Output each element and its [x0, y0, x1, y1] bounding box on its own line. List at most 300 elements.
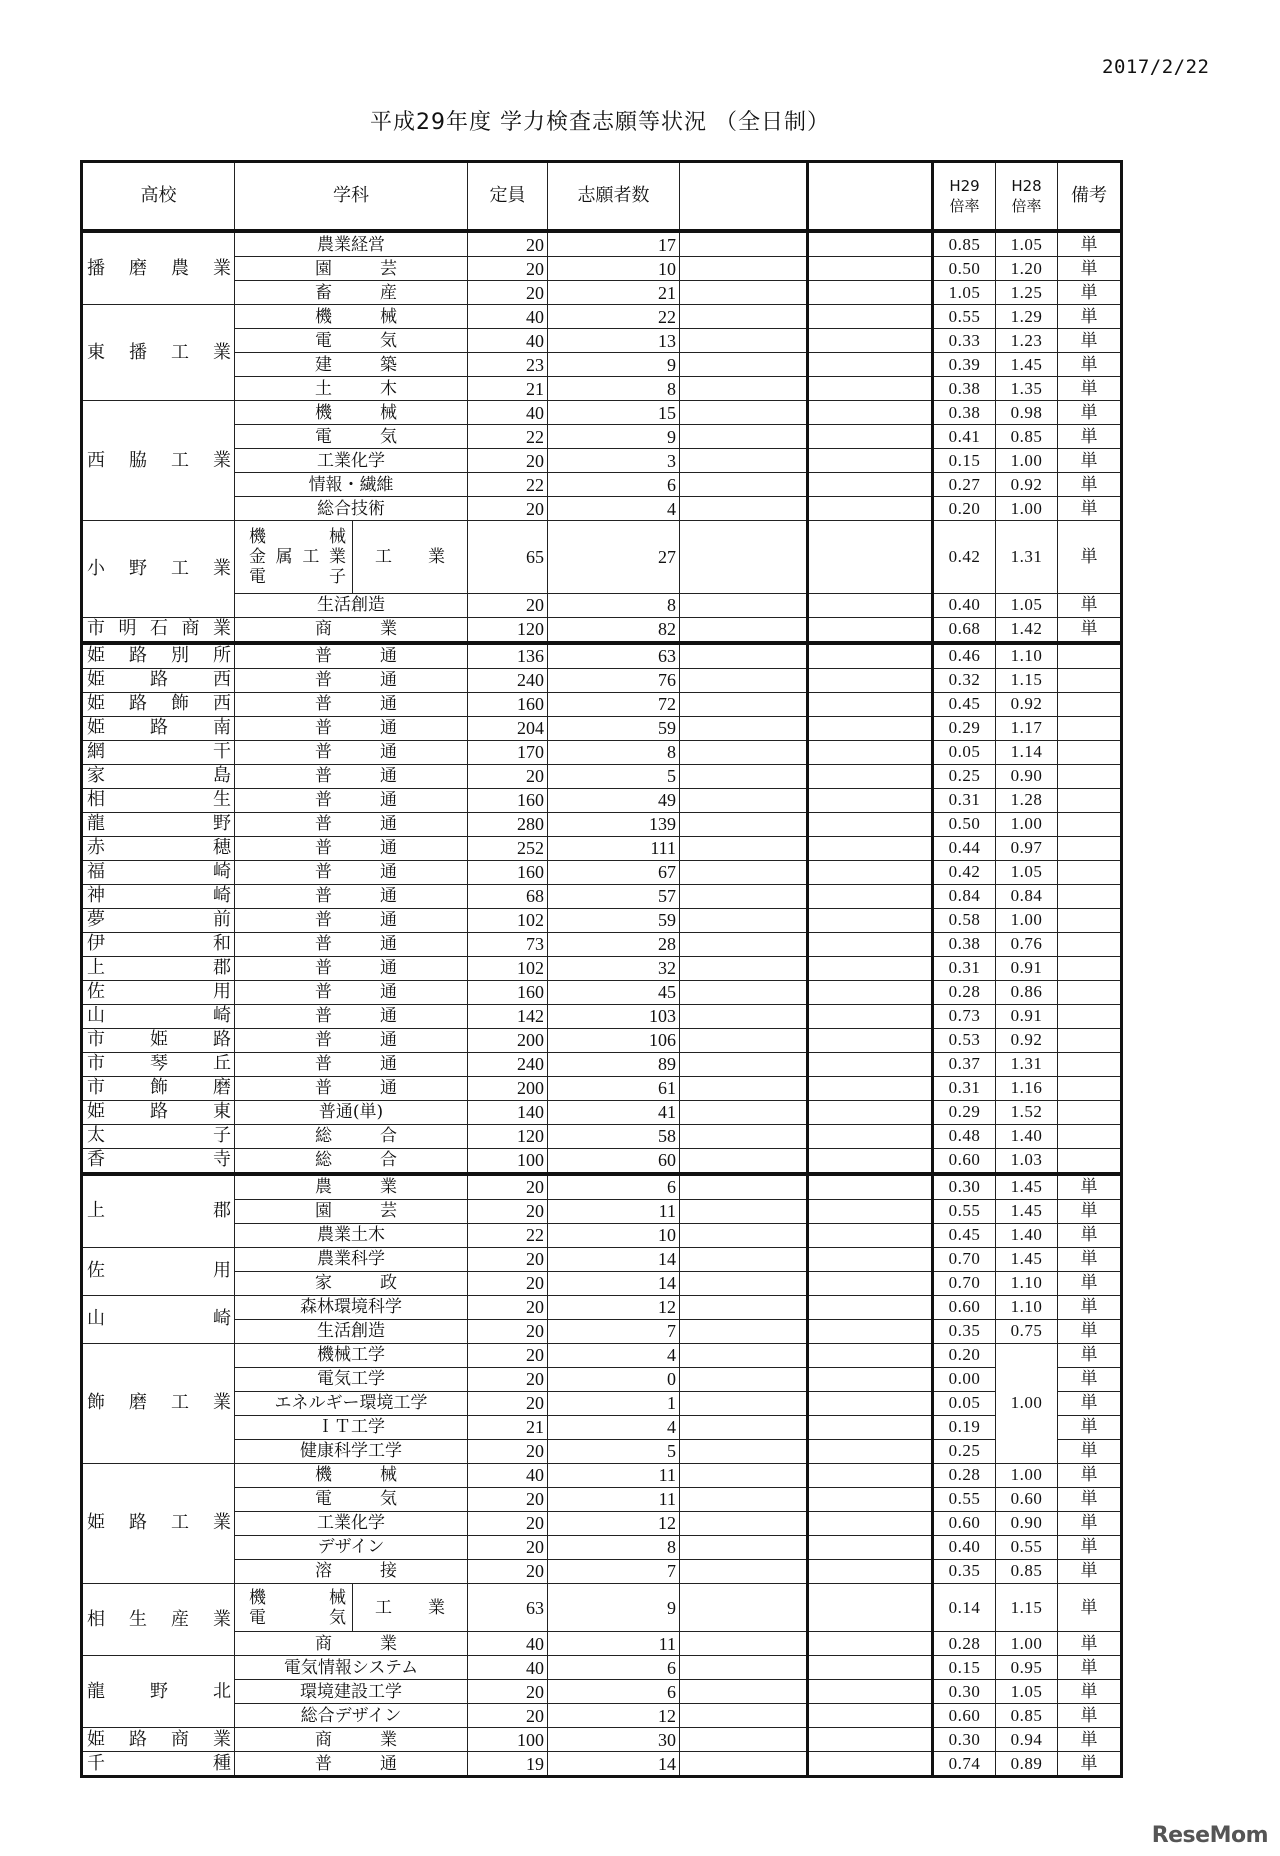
capacity: 142 — [468, 1004, 548, 1028]
dept-name: 電気工学 — [235, 1367, 468, 1391]
school-name: 赤穂 — [82, 836, 235, 860]
table-row — [82, 473, 1122, 497]
table-row — [82, 1271, 1122, 1295]
dept-name: 家政 — [235, 1271, 468, 1295]
applicants: 21 — [548, 281, 680, 305]
table-row — [82, 1656, 1122, 1680]
note: 単 — [1058, 1583, 1122, 1632]
h29-ratio: 0.35 — [933, 1559, 996, 1583]
blank-cell — [680, 1656, 808, 1680]
blank-cell — [680, 1415, 808, 1439]
capacity: 20 — [468, 1199, 548, 1223]
note — [1058, 788, 1122, 812]
h29-ratio: 0.44 — [933, 836, 996, 860]
blank-cell — [680, 305, 808, 329]
dept-name: 電気 — [235, 329, 468, 353]
blank-cell — [808, 521, 933, 594]
blank-cell — [808, 401, 933, 425]
h29-ratio: 0.33 — [933, 329, 996, 353]
h28-ratio: 1.03 — [996, 1148, 1058, 1174]
h28-ratio: 1.00 — [996, 497, 1058, 521]
h29-ratio: 1.05 — [933, 281, 996, 305]
h28-ratio: 0.85 — [996, 1559, 1058, 1583]
blank-cell — [680, 521, 808, 594]
dept-name: 普通 — [235, 884, 468, 908]
blank-cell — [680, 860, 808, 884]
h29-ratio: 0.31 — [933, 956, 996, 980]
dept-name: 商業 — [235, 1728, 468, 1752]
h28-ratio: 0.60 — [996, 1487, 1058, 1511]
school-name: 播磨農業 — [82, 231, 235, 305]
applicants: 5 — [548, 764, 680, 788]
applicants: 9 — [548, 1583, 680, 1632]
table-row — [82, 1559, 1122, 1583]
h29-ratio: 0.85 — [933, 231, 996, 257]
capacity: 136 — [468, 643, 548, 669]
h29-ratio: 0.42 — [933, 860, 996, 884]
h29-ratio: 0.84 — [933, 884, 996, 908]
note: 単 — [1058, 449, 1122, 473]
note: 単 — [1058, 1223, 1122, 1247]
dept-name: 森林環境科学 — [235, 1295, 468, 1319]
h29-ratio: 0.55 — [933, 1487, 996, 1511]
applicants: 103 — [548, 1004, 680, 1028]
table-row — [82, 764, 1122, 788]
blank-cell — [680, 1076, 808, 1100]
table-row — [82, 1174, 1122, 1200]
blank-cell — [680, 1391, 808, 1415]
note — [1058, 740, 1122, 764]
capacity: 22 — [468, 1223, 548, 1247]
note: 単 — [1058, 1632, 1122, 1656]
capacity: 20 — [468, 764, 548, 788]
h29-ratio: 0.37 — [933, 1052, 996, 1076]
blank-cell — [808, 668, 933, 692]
dept-name: 機械 — [235, 401, 468, 425]
applicants: 61 — [548, 1076, 680, 1100]
capacity: 20 — [468, 497, 548, 521]
blank-cell — [680, 1052, 808, 1076]
h29-ratio: 0.38 — [933, 401, 996, 425]
blank-cell — [808, 281, 933, 305]
table-row — [82, 1511, 1122, 1535]
note: 単 — [1058, 1535, 1122, 1559]
dept-name: 電気情報システム — [235, 1656, 468, 1680]
capacity: 120 — [468, 1124, 548, 1148]
note: 単 — [1058, 281, 1122, 305]
table-row — [82, 353, 1122, 377]
applicants: 6 — [548, 473, 680, 497]
blank-cell — [808, 1052, 933, 1076]
table-row — [82, 1680, 1122, 1704]
applicants: 59 — [548, 716, 680, 740]
blank-cell — [680, 257, 808, 281]
blank-cell — [680, 497, 808, 521]
note: 単 — [1058, 1199, 1122, 1223]
table-row — [82, 980, 1122, 1004]
capacity: 22 — [468, 473, 548, 497]
dept-name: 畜産 — [235, 281, 468, 305]
h29-ratio: 0.60 — [933, 1511, 996, 1535]
capacity: 63 — [468, 1583, 548, 1632]
note: 単 — [1058, 1511, 1122, 1535]
h28-ratio: 1.45 — [996, 353, 1058, 377]
note — [1058, 668, 1122, 692]
applicants: 63 — [548, 643, 680, 669]
header-applicants: 志願者数 — [548, 162, 680, 232]
blank-cell — [680, 281, 808, 305]
note: 単 — [1058, 257, 1122, 281]
blank-cell — [680, 617, 808, 643]
blank-cell — [808, 1632, 933, 1656]
school-name: 夢前 — [82, 908, 235, 932]
blank-cell — [680, 1295, 808, 1319]
capacity: 140 — [468, 1100, 548, 1124]
sub-dept-name: 電子 — [249, 566, 346, 587]
blank-cell — [808, 1463, 933, 1487]
blank-cell — [808, 692, 933, 716]
blank-cell — [680, 692, 808, 716]
note: 単 — [1058, 1487, 1122, 1511]
blank-cell — [808, 1199, 933, 1223]
h29-ratio: 0.48 — [933, 1124, 996, 1148]
table-row — [82, 668, 1122, 692]
capacity: 40 — [468, 1463, 548, 1487]
h29-ratio: 0.39 — [933, 353, 996, 377]
table-row — [82, 788, 1122, 812]
blank-cell — [808, 1752, 933, 1777]
school-name: 太子 — [82, 1124, 235, 1148]
h29-ratio: 0.45 — [933, 692, 996, 716]
applicants: 72 — [548, 692, 680, 716]
capacity: 120 — [468, 617, 548, 643]
table-row — [82, 593, 1122, 617]
blank-cell — [808, 1367, 933, 1391]
dept-name: 普通 — [235, 836, 468, 860]
h29-ratio: 0.25 — [933, 764, 996, 788]
h29-ratio: 0.31 — [933, 788, 996, 812]
note: 単 — [1058, 329, 1122, 353]
school-name: 龍野 — [82, 812, 235, 836]
school-name: 東播工業 — [82, 305, 235, 401]
applicants: 10 — [548, 1223, 680, 1247]
blank-cell — [680, 884, 808, 908]
h28-ratio: 1.15 — [996, 668, 1058, 692]
blank-cell — [680, 764, 808, 788]
dept-name: ＩＴ工学 — [235, 1415, 468, 1439]
h28-ratio: 0.97 — [996, 836, 1058, 860]
dept-name: 溶接 — [235, 1559, 468, 1583]
h29-ratio: 0.28 — [933, 1463, 996, 1487]
blank-cell — [808, 497, 933, 521]
blank-cell — [808, 1415, 933, 1439]
h29-ratio: 0.31 — [933, 1076, 996, 1100]
applicants: 8 — [548, 1535, 680, 1559]
applicants: 59 — [548, 908, 680, 932]
blank-cell — [808, 643, 933, 669]
table-row — [82, 1124, 1122, 1148]
blank-cell — [680, 1148, 808, 1174]
capacity: 280 — [468, 812, 548, 836]
applicants: 7 — [548, 1319, 680, 1343]
table-row — [82, 305, 1122, 329]
h28-ratio: 1.00 — [996, 1343, 1058, 1463]
sub-dept-list — [235, 521, 353, 594]
note: 単 — [1058, 521, 1122, 594]
school-name: 市飾磨 — [82, 1076, 235, 1100]
h28-ratio: 0.95 — [996, 1656, 1058, 1680]
applicants: 1 — [548, 1391, 680, 1415]
table-row — [82, 1415, 1122, 1439]
note: 単 — [1058, 1752, 1122, 1777]
capacity: 100 — [468, 1728, 548, 1752]
h28-ratio: 1.00 — [996, 1463, 1058, 1487]
table-row — [82, 1343, 1122, 1367]
applicants: 111 — [548, 836, 680, 860]
h29-ratio: 0.53 — [933, 1028, 996, 1052]
capacity: 20 — [468, 1704, 548, 1728]
blank-cell — [680, 377, 808, 401]
capacity: 40 — [468, 329, 548, 353]
document-date: 2017/2/22 — [1102, 56, 1210, 78]
capacity: 20 — [468, 1367, 548, 1391]
blank-cell — [680, 1247, 808, 1271]
note: 単 — [1058, 1439, 1122, 1463]
h29-ratio: 0.50 — [933, 257, 996, 281]
capacity: 160 — [468, 788, 548, 812]
blank-cell — [808, 1004, 933, 1028]
applicants: 4 — [548, 1343, 680, 1367]
blank-cell — [680, 716, 808, 740]
school-name: 佐用 — [82, 980, 235, 1004]
note — [1058, 812, 1122, 836]
capacity: 40 — [468, 305, 548, 329]
h28-ratio: 1.40 — [996, 1223, 1058, 1247]
blank-cell — [680, 1535, 808, 1559]
blank-cell — [808, 353, 933, 377]
table-row — [82, 521, 1122, 594]
h29-ratio: 0.27 — [933, 473, 996, 497]
note: 単 — [1058, 1704, 1122, 1728]
header-dept: 学科 — [235, 162, 468, 232]
h28-ratio: 0.86 — [996, 980, 1058, 1004]
applicants: 15 — [548, 401, 680, 425]
note: 単 — [1058, 617, 1122, 643]
school-name: 姫路飾西 — [82, 692, 235, 716]
table-row — [82, 956, 1122, 980]
school-name: 神崎 — [82, 884, 235, 908]
school-name: 佐用 — [82, 1247, 235, 1295]
table-row — [82, 812, 1122, 836]
dept-name: 普通 — [235, 1076, 468, 1100]
blank-cell — [808, 377, 933, 401]
note: 単 — [1058, 1680, 1122, 1704]
h28-ratio: 1.00 — [996, 908, 1058, 932]
note: 単 — [1058, 425, 1122, 449]
blank-cell — [680, 1487, 808, 1511]
resemom-logo: ReseMom — [1151, 1823, 1268, 1848]
dept-name: 商業 — [235, 1632, 468, 1656]
note: 単 — [1058, 1559, 1122, 1583]
h28-ratio: 1.35 — [996, 377, 1058, 401]
blank-cell — [808, 1583, 933, 1632]
school-name: 上郡 — [82, 956, 235, 980]
table-row — [82, 401, 1122, 425]
blank-cell — [808, 764, 933, 788]
capacity: 20 — [468, 1247, 548, 1271]
h28-ratio: 1.42 — [996, 617, 1058, 643]
dept-name: 生活創造 — [235, 1319, 468, 1343]
dept-name: 普通 — [235, 980, 468, 1004]
applicants: 9 — [548, 425, 680, 449]
school-name: 相生 — [82, 788, 235, 812]
blank-cell — [680, 956, 808, 980]
capacity: 20 — [468, 1511, 548, 1535]
school-name: 上郡 — [82, 1174, 235, 1248]
h28-ratio: 1.05 — [996, 231, 1058, 257]
blank-cell — [808, 1223, 933, 1247]
dept-name: 普通 — [235, 716, 468, 740]
blank-cell — [680, 1728, 808, 1752]
blank-cell — [680, 449, 808, 473]
h28-ratio: 1.05 — [996, 1680, 1058, 1704]
blank-cell — [680, 425, 808, 449]
applicants: 8 — [548, 377, 680, 401]
school-name: 龍野北 — [82, 1656, 235, 1728]
capacity: 20 — [468, 449, 548, 473]
dept-name: 機械工学 — [235, 1343, 468, 1367]
blank-cell — [808, 908, 933, 932]
capacity: 20 — [468, 257, 548, 281]
applicants: 6 — [548, 1174, 680, 1200]
applicants: 11 — [548, 1199, 680, 1223]
h29-ratio: 0.58 — [933, 908, 996, 932]
h28-ratio: 0.75 — [996, 1319, 1058, 1343]
h28-ratio: 1.45 — [996, 1247, 1058, 1271]
applicants: 12 — [548, 1704, 680, 1728]
capacity: 160 — [468, 692, 548, 716]
h28-ratio: 0.84 — [996, 884, 1058, 908]
blank-cell — [808, 1148, 933, 1174]
dept-name: 普通 — [235, 1052, 468, 1076]
applicants: 14 — [548, 1247, 680, 1271]
dept-name: 普通 — [235, 692, 468, 716]
dept-name: 園芸 — [235, 257, 468, 281]
capacity: 200 — [468, 1076, 548, 1100]
capacity: 20 — [468, 281, 548, 305]
h28-ratio: 0.89 — [996, 1752, 1058, 1777]
sub-dept-name: 機械 — [249, 1587, 346, 1608]
blank-cell — [680, 812, 808, 836]
blank-cell — [808, 593, 933, 617]
capacity: 22 — [468, 425, 548, 449]
h28-ratio: 1.00 — [996, 449, 1058, 473]
school-name: 家島 — [82, 764, 235, 788]
applicants: 22 — [548, 305, 680, 329]
school-name: 姫路商業 — [82, 1728, 235, 1752]
blank-cell — [680, 1511, 808, 1535]
applicants: 11 — [548, 1632, 680, 1656]
h29-ratio: 0.30 — [933, 1728, 996, 1752]
dept-name: 普通 — [235, 740, 468, 764]
note — [1058, 956, 1122, 980]
blank-cell — [808, 1391, 933, 1415]
h28-ratio: 1.29 — [996, 305, 1058, 329]
h29-ratio: 0.38 — [933, 377, 996, 401]
dept-name: 電気 — [235, 425, 468, 449]
capacity: 21 — [468, 377, 548, 401]
note: 単 — [1058, 377, 1122, 401]
school-name: 福崎 — [82, 860, 235, 884]
h29-ratio: 0.41 — [933, 425, 996, 449]
school-name: 小野工業 — [82, 521, 235, 618]
h29-ratio: 0.60 — [933, 1148, 996, 1174]
blank-cell — [808, 1319, 933, 1343]
dept-name: 電気 — [235, 1487, 468, 1511]
h29-ratio: 0.74 — [933, 1752, 996, 1777]
note — [1058, 1100, 1122, 1124]
blank-cell — [680, 1124, 808, 1148]
header-note: 備考 — [1058, 162, 1122, 232]
table-row — [82, 740, 1122, 764]
dept-name: 農業科学 — [235, 1247, 468, 1271]
applicants: 60 — [548, 1148, 680, 1174]
blank-cell — [808, 449, 933, 473]
h28-ratio: 1.05 — [996, 860, 1058, 884]
note — [1058, 692, 1122, 716]
capacity: 102 — [468, 956, 548, 980]
note: 単 — [1058, 593, 1122, 617]
blank-cell — [808, 231, 933, 257]
capacity: 20 — [468, 593, 548, 617]
school-name: 相生産業 — [82, 1583, 235, 1656]
capacity: 23 — [468, 353, 548, 377]
school-name: 姫路別所 — [82, 643, 235, 669]
h29-ratio: 0.29 — [933, 716, 996, 740]
table-row — [82, 1728, 1122, 1752]
note: 単 — [1058, 1295, 1122, 1319]
h29-ratio: 0.70 — [933, 1271, 996, 1295]
h29-ratio: 0.25 — [933, 1439, 996, 1463]
h28-ratio: 0.90 — [996, 1511, 1058, 1535]
h28-ratio: 0.85 — [996, 1704, 1058, 1728]
table-row — [82, 1487, 1122, 1511]
table-row — [82, 1004, 1122, 1028]
table-row — [82, 1052, 1122, 1076]
blank-cell — [808, 1656, 933, 1680]
capacity: 20 — [468, 1439, 548, 1463]
dept-name: 総合 — [235, 1124, 468, 1148]
capacity: 20 — [468, 1271, 548, 1295]
applicants: 30 — [548, 1728, 680, 1752]
applicants: 17 — [548, 231, 680, 257]
blank-cell — [680, 1463, 808, 1487]
blank-cell — [808, 1343, 933, 1367]
blank-cell — [680, 668, 808, 692]
capacity: 200 — [468, 1028, 548, 1052]
dept-name: 商業 — [235, 617, 468, 643]
blank-cell — [808, 1271, 933, 1295]
blank-cell — [680, 1004, 808, 1028]
table-row — [82, 1583, 1122, 1632]
note: 単 — [1058, 231, 1122, 257]
h29-ratio: 0.15 — [933, 1656, 996, 1680]
h29-ratio: 0.05 — [933, 1391, 996, 1415]
h29-ratio: 0.68 — [933, 617, 996, 643]
blank-cell — [680, 1319, 808, 1343]
capacity: 20 — [468, 1680, 548, 1704]
table-row — [82, 1463, 1122, 1487]
